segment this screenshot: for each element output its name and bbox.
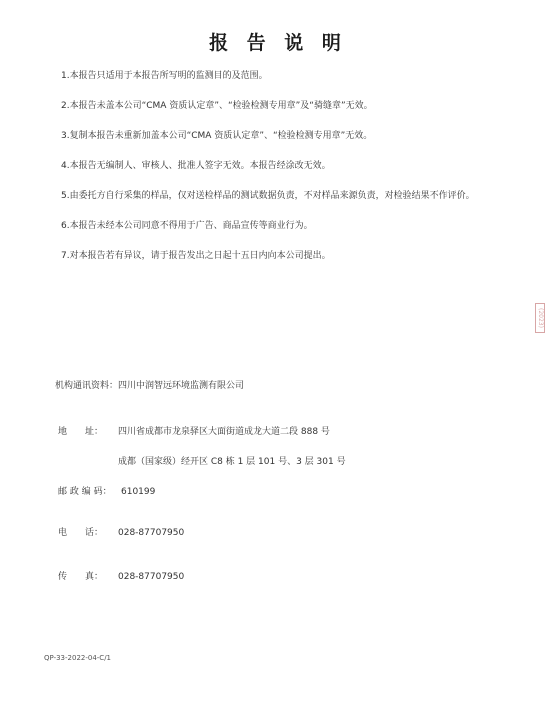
address-line-1: 四川省成都市龙泉驿区大面街道成龙大道二段 888 号: [118, 427, 330, 437]
phone-label: 电 话：: [58, 528, 104, 538]
note-1: 1.本报告只适用于本报告所写明的监测目的及范围。: [61, 71, 268, 81]
note-6: 6.本报告未经本公司同意不得用于广告、商品宣传等商业行为。: [61, 221, 313, 231]
fax-label: 传 真：: [58, 572, 104, 582]
phone-number: 028-87707950: [118, 528, 185, 538]
fax-row: [58, 569, 184, 582]
org-label: 机构通讯资料：: [55, 381, 119, 391]
seam-stamp-mark: (2023): [535, 303, 545, 333]
note-2: 2.本报告未盖本公司“CMA 资质认定章”、“检验检测专用章”及“骑缝章”无效。: [61, 101, 373, 111]
org-name: 四川中润智远环境监测有限公司: [118, 381, 245, 391]
page-title: 报 告 说 明: [209, 32, 347, 54]
note-4: 4.本报告无编制人、审核人、批准人签字无效。本报告经涂改无效。: [61, 161, 331, 171]
phone-row: [58, 525, 184, 538]
address-row-2: [118, 454, 346, 467]
postal-code: 610199: [121, 487, 156, 497]
note-3: 3.复制本报告未重新加盖本公司“CMA 资质认定章”、“检验检测专用章”无效。: [61, 131, 373, 141]
postal-row: [58, 484, 155, 497]
note-5: 5.由委托方自行采集的样品，仅对送检样品的测试数据负责，不对样品来源负责，对检验结果不作评价。: [61, 191, 475, 201]
fax-number: 028-87707950: [118, 572, 185, 582]
postal-label: 邮 政 编 码：: [58, 487, 112, 497]
notes-list: [61, 70, 531, 280]
address-label: 地 址：: [58, 427, 104, 437]
address-row: [58, 424, 330, 437]
document-code: QP-33-2022-04-C/1: [44, 654, 112, 662]
address-line-2: 成都（国家级）经开区 C8 栋 1 层 101 号、3 层 301 号: [118, 457, 346, 467]
org-row: [55, 378, 244, 391]
note-7: 7.对本报告若有异议，请于报告发出之日起十五日内向本公司提出。: [61, 251, 331, 261]
